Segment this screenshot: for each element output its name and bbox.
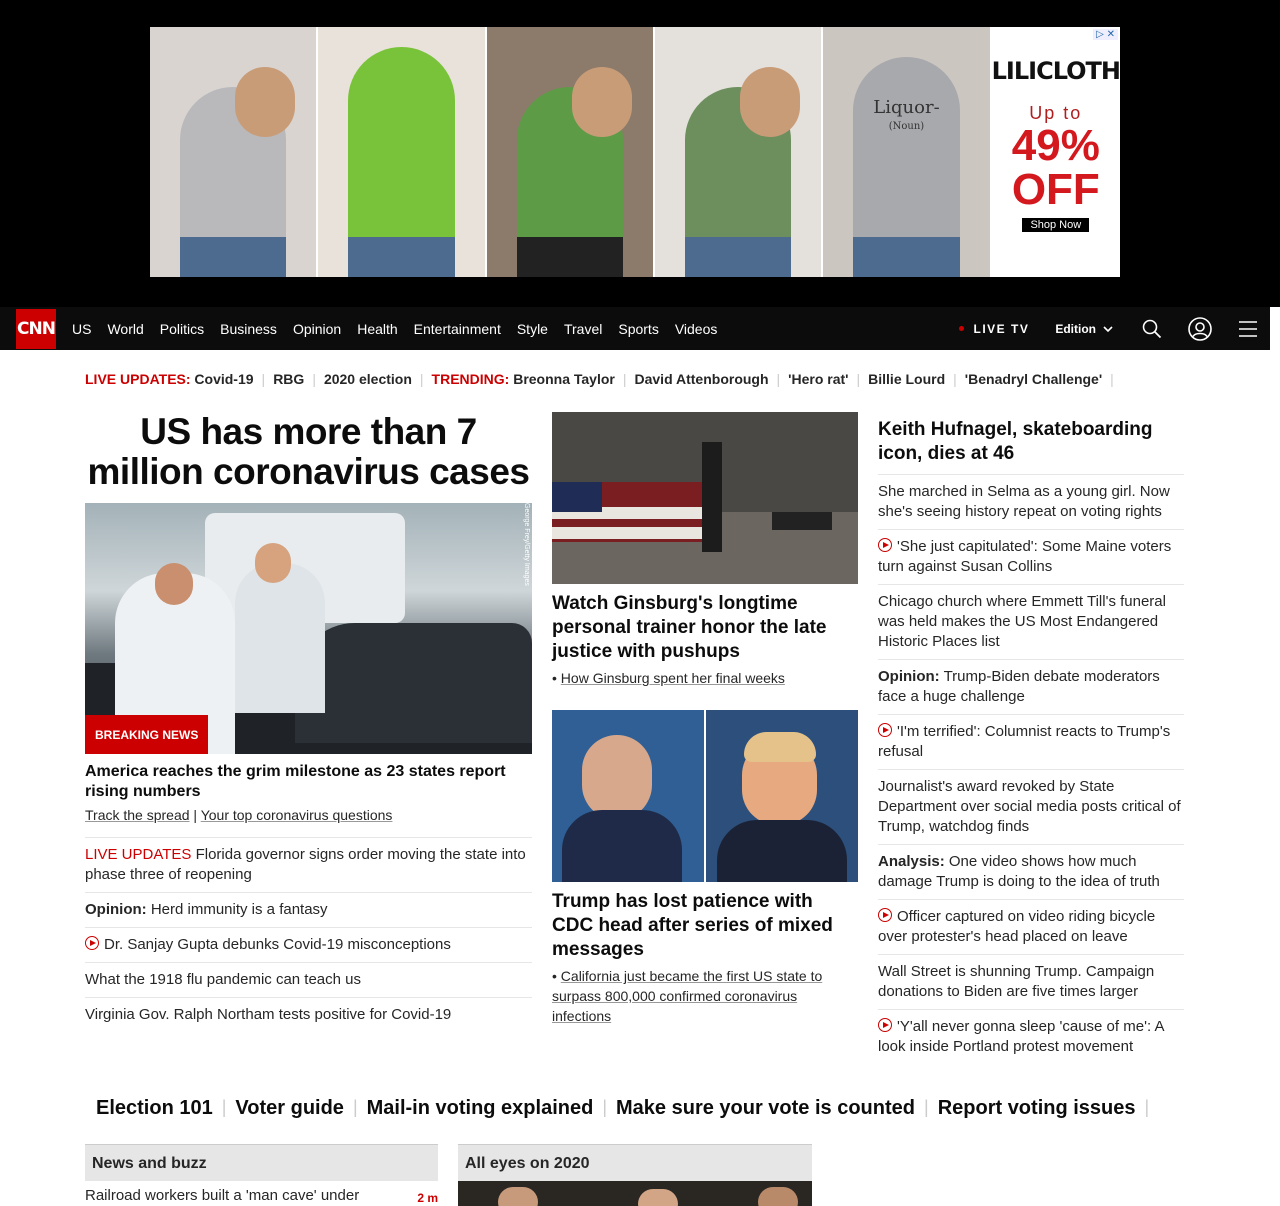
list-item-text: Herd immunity is a fantasy xyxy=(150,901,328,918)
trending-link-breonna[interactable]: Breonna Taylor xyxy=(513,371,615,387)
nav-link-politics[interactable]: Politics xyxy=(159,320,205,337)
list-item[interactable] xyxy=(85,892,532,927)
list-item[interactable] xyxy=(85,962,532,997)
nav-link-world[interactable]: World xyxy=(107,320,144,337)
ad-image-gray-sweatshirt[interactable] xyxy=(823,27,991,277)
list-item[interactable] xyxy=(85,837,532,892)
bullet: • xyxy=(552,968,561,984)
list-item[interactable] xyxy=(85,997,532,1032)
ad-shirt-subtext: (Noun) xyxy=(888,121,925,132)
search-icon[interactable] xyxy=(1140,317,1164,341)
california-cases-link[interactable]: California just became the first US state to surpass 800,000 confirmed coronavirus infections xyxy=(552,968,823,1024)
nav-link-travel[interactable]: Travel xyxy=(563,320,603,337)
all-eyes-section xyxy=(458,1144,812,1206)
lead-links xyxy=(85,807,532,823)
trending-link-benadryl[interactable]: 'Benadryl Challenge' xyxy=(964,371,1103,387)
ad-image-gray-sweater[interactable] xyxy=(150,27,318,277)
live-tv-button[interactable] xyxy=(959,322,1029,336)
video-play-icon xyxy=(878,1018,892,1032)
separator: | xyxy=(352,1097,358,1117)
trending-link-election[interactable]: 2020 election xyxy=(323,371,412,387)
nav-link-opinion[interactable]: Opinion xyxy=(292,320,342,337)
separator: | xyxy=(261,371,266,387)
separator: | xyxy=(953,371,957,387)
ad-image-green-hoodie[interactable] xyxy=(318,27,486,277)
ginsburg-sublink-row xyxy=(552,668,858,688)
ad-up-to: Up to xyxy=(1029,103,1083,123)
ad-banner[interactable] xyxy=(150,27,1120,277)
middle-column xyxy=(552,412,858,1026)
list-item[interactable] xyxy=(85,927,532,962)
ad-image-green-cardigan[interactable] xyxy=(487,27,655,277)
separator: | xyxy=(602,1097,608,1117)
cdc-sublink-row xyxy=(552,966,858,1026)
video-play-icon xyxy=(878,723,892,737)
trending-label: TRENDING: xyxy=(431,371,510,387)
separator: | xyxy=(312,371,316,387)
election-bar xyxy=(96,1097,1158,1120)
list-item[interactable] xyxy=(85,1187,438,1205)
list-item-text: 'She just capitulated': Some Maine voters turn against Susan Collins xyxy=(878,538,1172,575)
video-play-icon xyxy=(878,908,892,922)
voter-guide-link[interactable]: Voter guide xyxy=(235,1097,344,1119)
lead-image-covid-testing[interactable] xyxy=(85,503,532,754)
nav-link-entertainment[interactable]: Entertainment xyxy=(413,320,501,337)
ad-choices-icon[interactable]: ▷ ✕ xyxy=(1093,29,1118,40)
nav-link-us[interactable]: US xyxy=(72,320,92,337)
list-item-text: Trump-Biden debate moderators face a huge challenge xyxy=(878,668,1160,705)
list-item-text: She marched in Selma as a young girl. Now she's seeing history repeat on voting rights xyxy=(878,483,1170,520)
cnn-logo[interactable]: CNN xyxy=(16,309,56,349)
trending-link-attenborough[interactable]: David Attenborough xyxy=(634,371,769,387)
separator: | xyxy=(1144,1097,1150,1117)
account-icon[interactable] xyxy=(1188,317,1212,341)
lead-column xyxy=(85,412,532,1032)
list-item-text: One video shows how much damage Trump is doing to the idea of truth xyxy=(878,853,1160,890)
ad-off: OFF xyxy=(1011,165,1100,214)
ad-zone xyxy=(0,0,1280,307)
edition-label: Edition xyxy=(1055,321,1096,336)
right-column xyxy=(878,418,1184,1064)
list-item[interactable] xyxy=(878,1009,1184,1064)
chevron-down-icon xyxy=(1102,323,1114,335)
separator: | xyxy=(856,371,861,387)
list-item-text: Chicago church where Emmett Till's funeral was held makes the US Most Endangered Historic Places list xyxy=(878,593,1166,650)
live-updates-label: LIVE UPDATES: xyxy=(85,371,191,387)
lead-story-list xyxy=(85,837,532,1032)
timestamp: 2 m xyxy=(417,1191,438,1205)
list-item-text: Florida governor signs order moving the state into phase three of reopening xyxy=(85,846,526,883)
video-play-icon xyxy=(878,538,892,552)
trending-link-rbg[interactable]: RBG xyxy=(273,371,305,387)
separator: | xyxy=(1110,371,1114,387)
list-item[interactable] xyxy=(878,529,1184,584)
list-item-text: 'Y'all never gonna sleep 'cause of me': A look inside Portland protest movement xyxy=(878,1018,1164,1055)
ad-shirt-text: Liquor- xyxy=(873,97,940,118)
separator: | xyxy=(221,1097,227,1117)
nav-links xyxy=(72,321,733,337)
top-nav xyxy=(0,307,1270,350)
coronavirus-questions-link[interactable]: Your top coronavirus questions xyxy=(200,807,393,823)
list-item-text: Officer captured on video riding bicycle over protester's head placed on leave xyxy=(878,908,1156,945)
lead-headline[interactable]: US has more than 7 million coronavirus cases xyxy=(87,411,530,492)
mail-in-voting-link[interactable]: Mail-in voting explained xyxy=(366,1097,594,1119)
ginsburg-headline[interactable]: Watch Ginsburg's longtime personal trainer honor the late justice with pushups xyxy=(552,593,827,662)
edition-dropdown[interactable] xyxy=(1055,322,1114,336)
nav-link-style[interactable]: Style xyxy=(516,320,548,337)
list-item[interactable] xyxy=(878,714,1184,769)
news-and-buzz-section xyxy=(85,1144,438,1205)
list-item-text: What the 1918 flu pandemic can teach us xyxy=(85,971,362,988)
list-item-text: 'I'm terrified': Columnist reacts to Trump's refusal xyxy=(878,723,1171,760)
trending-bar xyxy=(85,371,1185,387)
opinion-label: Opinion: xyxy=(878,668,940,685)
live-updates-prefix: LIVE UPDATES xyxy=(85,846,192,863)
menu-icon[interactable] xyxy=(1236,317,1260,341)
list-item[interactable] xyxy=(878,899,1184,954)
list-item[interactable] xyxy=(878,659,1184,714)
nav-link-sports[interactable]: Sports xyxy=(618,320,659,337)
breaking-news-badge: BREAKING NEWS xyxy=(85,715,208,754)
cdc-headline[interactable]: Trump has lost patience with CDC head after series of mixed messages xyxy=(552,891,833,960)
section-title[interactable]: All eyes on 2020 xyxy=(458,1144,812,1181)
list-item[interactable] xyxy=(878,844,1184,899)
separator: | xyxy=(419,371,424,387)
link-separator: | xyxy=(189,807,201,823)
ad-brand-panel[interactable] xyxy=(992,27,1120,277)
list-item-text: Railroad workers built a 'man cave' under xyxy=(85,1187,360,1204)
list-item[interactable] xyxy=(878,584,1184,659)
ad-percent: 49% xyxy=(1011,121,1100,170)
live-tv-label: LIVE TV xyxy=(973,321,1030,336)
track-spread-link[interactable]: Track the spread xyxy=(85,807,190,823)
trending-link-covid[interactable]: Covid-19 xyxy=(194,371,254,387)
nav-right xyxy=(959,317,1270,341)
lead-subheadline[interactable]: America reaches the grim milestone as 23 states report rising numbers xyxy=(85,763,506,800)
ginsburg-trainer-image[interactable] xyxy=(552,412,858,584)
vote-counted-link[interactable]: Make sure your vote is counted xyxy=(616,1097,915,1119)
analysis-label: Analysis: xyxy=(878,853,945,870)
trending-link-hero-rat[interactable]: 'Hero rat' xyxy=(788,371,849,387)
list-item-text: Dr. Sanjay Gupta debunks Covid-19 misconceptions xyxy=(104,936,451,953)
ginsburg-final-weeks-link[interactable]: How Ginsburg spent her final weeks xyxy=(560,670,785,686)
separator: | xyxy=(622,371,627,387)
list-item[interactable] xyxy=(878,474,1184,529)
ad-brand-logo: LILICLOTH xyxy=(991,57,1120,85)
nav-link-business[interactable]: Business xyxy=(220,320,277,337)
list-item-text: Virginia Gov. Ralph Northam tests positive for Covid-19 xyxy=(85,1006,452,1023)
ad-shop-now-button[interactable]: Shop Now xyxy=(1022,218,1089,232)
video-play-icon xyxy=(85,936,99,950)
election-101-link[interactable]: Election 101 xyxy=(96,1097,213,1119)
trending-link-billie-lourd[interactable]: Billie Lourd xyxy=(868,371,946,387)
nav-link-health[interactable]: Health xyxy=(357,320,398,337)
photo-credit: George Frey/Getty Images xyxy=(523,503,530,586)
live-dot-icon xyxy=(959,326,964,331)
list-item-text: Journalist's award revoked by State Department over social media posts critical of Trump, watchdog finds xyxy=(878,778,1181,835)
cdc-trump-image[interactable] xyxy=(552,710,858,882)
list-item[interactable] xyxy=(878,954,1184,1009)
opinion-label: Opinion: xyxy=(85,901,147,918)
separator: | xyxy=(776,371,781,387)
bullet: • xyxy=(552,670,561,686)
list-item-text: Wall Street is shunning Trump. Campaign donations to Biden are five times larger xyxy=(878,963,1155,1000)
all-eyes-image[interactable] xyxy=(458,1181,812,1206)
list-item[interactable] xyxy=(878,769,1184,844)
hufnagel-headline[interactable]: Keith Hufnagel, skateboarding icon, dies at 46 xyxy=(878,419,1153,464)
ad-image-green-blouse[interactable] xyxy=(655,27,823,277)
nav-link-videos[interactable]: Videos xyxy=(674,320,718,337)
section-title[interactable]: News and buzz xyxy=(85,1144,438,1181)
separator: | xyxy=(924,1097,929,1117)
report-voting-issues-link[interactable]: Report voting issues xyxy=(937,1097,1136,1119)
